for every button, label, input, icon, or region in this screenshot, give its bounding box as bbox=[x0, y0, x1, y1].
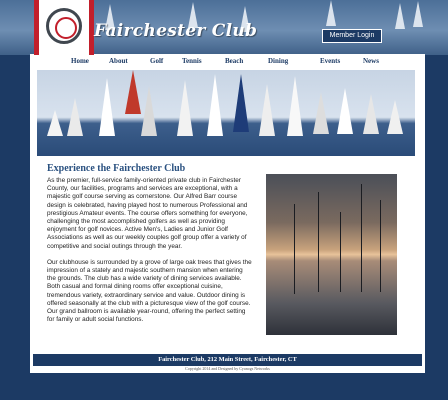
footer-address-bar: Fairchester Club, 212 Main Street, Fairchester, CT bbox=[33, 354, 422, 366]
club-crest-logo[interactable] bbox=[34, 0, 94, 55]
site-title: Fairchester Club bbox=[94, 21, 258, 41]
content-panel bbox=[30, 54, 425, 373]
nav-item-news[interactable]: News bbox=[363, 57, 379, 65]
banner-sail bbox=[337, 88, 353, 134]
banner-sail bbox=[99, 78, 115, 136]
nav-item-home[interactable]: Home bbox=[71, 57, 89, 65]
banner-sail bbox=[67, 98, 83, 136]
section-title: Experience the Fairchester Club bbox=[47, 163, 186, 174]
photo-mast bbox=[380, 200, 381, 292]
banner-sail bbox=[177, 80, 193, 136]
banner-sail bbox=[313, 92, 329, 134]
nav-item-events[interactable]: Events bbox=[320, 57, 341, 65]
header-sail-6 bbox=[413, 1, 423, 27]
banner-sail bbox=[141, 86, 157, 136]
banner-sail bbox=[287, 76, 303, 136]
nav-item-golf[interactable]: Golf bbox=[150, 57, 164, 65]
banner-sail bbox=[233, 74, 249, 132]
photo-mast bbox=[294, 204, 295, 294]
member-login-button[interactable]: Member Login bbox=[322, 29, 382, 43]
photo-mast bbox=[340, 212, 341, 292]
copyright-text: Copyright 2014 and Designed by Cyanogs Networks bbox=[185, 366, 270, 371]
harbor-sunset-photo bbox=[266, 174, 397, 335]
photo-mast bbox=[318, 192, 319, 292]
banner-sail bbox=[259, 84, 275, 136]
intro-paragraph-golf: As the premier, full-service family-oriented private club in Fairchester County, our facilities, programs and services are exceptional, with a majestic golf course serving as cornerstone. Our Alfred Barr course design is celebrated, having played host to numerous Professional and prestigious Amateur events. The course offers something for everyone, challenging the most accomplished golfers as well as providing enjoyment for golf novices. Active Men's, Ladies and Junior Golf Associations as well as our weekly couples golf group offer a variety of competitive and social outings through the year. bbox=[47, 177, 248, 250]
banner-sail bbox=[207, 74, 223, 136]
nav-item-dining[interactable]: Dining bbox=[268, 57, 289, 65]
main-nav bbox=[30, 54, 425, 70]
crest-emblem-icon bbox=[46, 8, 82, 44]
body-text bbox=[47, 177, 252, 324]
nav-item-tennis[interactable]: Tennis bbox=[182, 57, 202, 65]
banner-sail bbox=[363, 94, 379, 134]
header-sail-4 bbox=[326, 0, 336, 26]
nav-item-about[interactable]: About bbox=[109, 57, 128, 65]
photo-mast bbox=[361, 184, 362, 292]
header bbox=[0, 0, 448, 55]
banner-sail bbox=[125, 70, 141, 114]
intro-paragraph-clubhouse: Our clubhouse is surrounded by a grove of large oak trees that gives the impression of a stately and majestic southern mansion when entering the grounds. The club has a wide variety of dining services available. Both casual and formal dining rooms offer exceptional cuisine, tremendous variety, extraordinary service and value. Outdoor dining is offered seasonally at the club with a picturesque view of the golf course. Our grand ballroom is available year-round, offering the perfect setting for family or adult social functions. bbox=[47, 258, 252, 324]
banner-sail bbox=[47, 110, 63, 136]
header-sail-5 bbox=[395, 3, 405, 29]
banner-sail bbox=[387, 100, 403, 134]
nav-item-beach[interactable]: Beach bbox=[225, 57, 244, 65]
sailboat-banner-image bbox=[37, 70, 415, 156]
